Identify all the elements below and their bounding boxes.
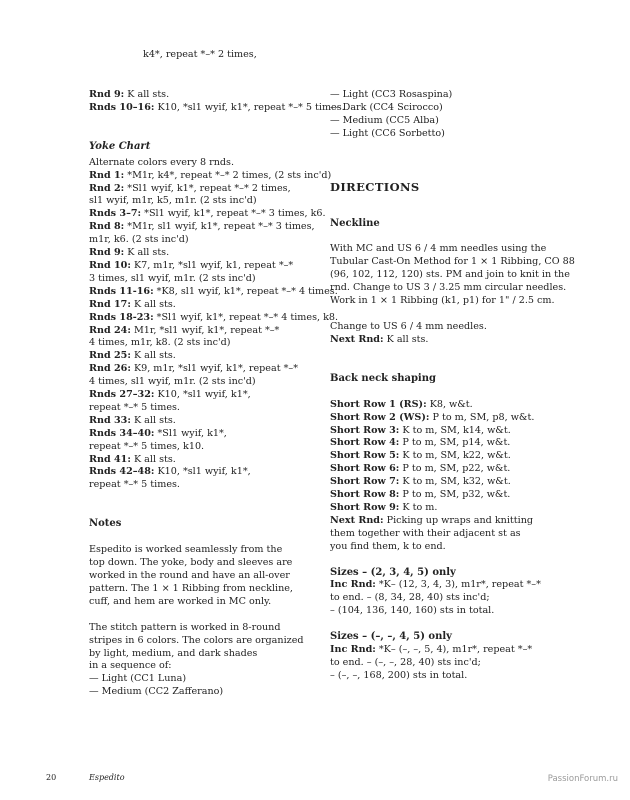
instruction-line — [330, 541, 562, 554]
instruction-line — [89, 299, 324, 312]
instruction-line — [330, 605, 562, 618]
instruction-line — [89, 169, 332, 183]
instruction-label: Rnd 26: — [89, 363, 131, 375]
notes-heading: Notes — [89, 518, 122, 530]
instruction-text: *K8, sl1 wyif, k1*, repeat *–* 4 times. — [153, 285, 338, 297]
instruction-line — [330, 528, 562, 541]
instruction-label: Rnd 1: — [89, 169, 125, 181]
sizes-1-heading: Sizes – (2, 3, 4, 5) only — [330, 566, 456, 578]
text-line: in a sequence of: — [89, 660, 172, 672]
instruction-text: P to m, SM, p8, w&t. — [429, 411, 535, 423]
instruction-line — [330, 463, 562, 476]
instruction-line — [89, 389, 324, 402]
instruction-line — [330, 657, 562, 670]
instruction-label: Rnd 2: — [89, 182, 125, 194]
instruction-line — [330, 476, 562, 489]
instruction-line — [330, 334, 562, 347]
text-line: stripes in 6 colors. The colors are organized — [89, 634, 304, 646]
instruction-line — [330, 670, 562, 683]
instruction-text: *Sl1 wyif, k1*, repeat *–* 3 times, k6. — [141, 208, 326, 220]
yoke-chart-heading: Yoke Chart — [89, 140, 151, 152]
instruction-line — [89, 285, 338, 299]
needle-change — [330, 321, 562, 347]
instruction-line — [330, 579, 562, 592]
instruction-line — [89, 337, 324, 350]
instruction-line — [89, 479, 324, 492]
footer-title: Espedito — [89, 773, 125, 782]
instruction-label: Rnd 8: — [89, 221, 125, 233]
instruction-line — [330, 412, 562, 425]
instruction-text: K all sts. — [130, 414, 176, 426]
text-line: worked in the round and have an all-over — [89, 570, 290, 581]
instruction-text: Alternate colors every 8 rnds. — [89, 156, 235, 168]
instruction-line — [89, 183, 324, 196]
instruction-text: K10, *sl1 wyif, k1*, — [154, 466, 251, 478]
instruction-label: Inc Rnd: — [330, 644, 376, 656]
color-sequence — [330, 89, 562, 141]
neckline-paragraph — [330, 243, 575, 308]
instruction-text: K7, m1r, *sl1 wyif, k1, repeat *–* — [130, 259, 294, 271]
instruction-text: m1r, k6. (2 sts inc'd) — [89, 234, 189, 246]
instruction-label: Short Row 7: — [330, 476, 400, 488]
instruction-text: *M1r, sl1 wyif, k1*, repeat *–* 3 times, — [124, 221, 315, 233]
instruction-line — [330, 515, 562, 528]
instruction-text: K10, *sl1 wyif, k1*, — [154, 389, 251, 401]
instruction-label: Rnd 24: — [89, 324, 131, 336]
instruction-label: Short Row 5: — [330, 450, 400, 462]
instruction-text: 4 times, sl1 wyif, m1r. (2 sts inc'd) — [89, 376, 256, 388]
instruction-line — [330, 489, 562, 502]
instruction-text: *Sl1 wyif, k1*, repeat *–* 4 times, k8. — [153, 311, 339, 323]
instruction-line — [330, 644, 562, 657]
instruction-text: to end. – (8, 34, 28, 40) sts inc'd; — [330, 592, 490, 604]
instruction-line — [89, 234, 324, 247]
instruction-line — [89, 350, 324, 363]
instruction-text: K9, m1r, *sl1 wyif, k1*, repeat *–* — [130, 363, 299, 375]
instruction-label: Rnds 27–32: — [89, 389, 155, 401]
instruction-text: 4 times, m1r, k8. (2 sts inc'd) — [89, 337, 231, 349]
instruction-label: Rnd 9: — [89, 89, 125, 100]
instruction-line — [89, 428, 324, 441]
instruction-line — [89, 454, 324, 467]
instruction-text: K10, *sl1 wyif, k1*, repeat *–* 5 times. — [154, 101, 345, 113]
instruction-label: Next Rnd: — [330, 333, 384, 345]
instruction-text: K all sts. — [124, 247, 170, 259]
instruction-line — [89, 101, 345, 115]
instruction-label: Rnd 9: — [89, 247, 125, 259]
instruction-text: P to m, SM, p22, w&t. — [399, 463, 511, 475]
instruction-label: Rnds 11-16: — [89, 285, 154, 297]
instruction-line — [89, 260, 324, 273]
instruction-label: Inc Rnd: — [330, 579, 376, 591]
instruction-text: K to m, SM, k22, w&t. — [399, 450, 511, 462]
instruction-text: M1r, *sl1 wyif, k1*, repeat *–* — [130, 324, 280, 336]
instruction-line — [89, 89, 324, 102]
text-line: pattern. The 1 × 1 Ribbing from neckline, — [89, 582, 293, 594]
instruction-line — [89, 441, 324, 454]
text-line: Work in 1 × 1 Ribbing (k1, p1) for 1" / 2.5 cm. — [330, 295, 555, 307]
instruction-text: Picking up wraps and knitting — [383, 514, 534, 526]
watermark: PassionForum.ru — [547, 774, 618, 784]
instruction-line — [330, 425, 562, 438]
instruction-text: repeat *–* 5 times. — [89, 401, 180, 413]
instruction-text: K all sts. — [124, 89, 170, 100]
instruction-text: sl1 wyif, m1r, k5, m1r. (2 sts inc'd) — [89, 195, 257, 207]
instruction-line — [89, 325, 324, 338]
instruction-line — [330, 592, 562, 605]
text-line: The stitch pattern is worked in 8-round — [89, 621, 281, 633]
instruction-text: K all sts. — [383, 333, 429, 345]
instruction-text: to end. – (–, –, 28, 40) sts inc'd; — [330, 657, 481, 668]
instruction-line — [330, 437, 562, 450]
instruction-line — [89, 195, 324, 208]
instruction-text: Change to US 6 / 4 mm needles. — [330, 320, 487, 332]
instruction-label: Rnds 34–40: — [89, 427, 155, 439]
instruction-label: Short Row 1 (RS): — [330, 398, 427, 410]
text-line: cuff, and hem are worked in MC only. — [89, 595, 272, 607]
instruction-label: Rnd 41: — [89, 453, 131, 465]
instruction-text: you find them, k to end. — [330, 540, 446, 552]
instruction-label: Rnd 10: — [89, 259, 131, 271]
instruction-text: *K– (12, 3, 4, 3), m1r*, repeat *–* — [375, 579, 541, 591]
instruction-text: P to m, SM, p14, w&t. — [399, 437, 511, 449]
instruction-label: Short Row 8: — [330, 489, 400, 501]
instruction-text: *Sl1 wyif, k1*, repeat *–* 2 times, — [124, 182, 291, 194]
rounds-block — [89, 89, 345, 115]
text-line: — Light (CC3 Rosaspina) — [330, 89, 453, 100]
left-column — [89, 89, 345, 699]
short-rows — [330, 399, 562, 554]
instruction-label: Rnds 3–7: — [89, 208, 142, 220]
text-line: (96, 102, 112, 120) sts. PM and join to knit in the — [330, 269, 570, 281]
back-neck-heading: Back neck shaping — [330, 372, 436, 384]
instruction-line — [89, 208, 324, 221]
instruction-label: Rnd 33: — [89, 414, 131, 426]
instruction-label: Next Rnd: — [330, 514, 384, 526]
instruction-text: K all sts. — [130, 453, 176, 465]
instruction-line — [89, 363, 324, 376]
text-line: With MC and US 6 / 4 mm needles using the — [330, 243, 547, 255]
continued-instruction: k4*, repeat *–* 2 times, — [143, 49, 257, 60]
instruction-text: K all sts. — [130, 298, 176, 310]
instruction-line — [89, 402, 324, 415]
instruction-line — [89, 157, 324, 170]
instruction-label: Rnd 17: — [89, 298, 131, 310]
text-line: top down. The yoke, body and sleeves are — [89, 557, 293, 569]
instruction-label: Rnd 25: — [89, 350, 131, 362]
instruction-line — [330, 502, 562, 515]
instruction-text: K to m, SM, k32, w&t. — [399, 476, 511, 488]
instruction-text: K to m. — [399, 501, 438, 513]
text-line: Tubular Cast-On Method for 1 × 1 Ribbing, CO 88 — [330, 256, 575, 268]
instruction-text: repeat *–* 5 times. — [89, 479, 180, 491]
instruction-label: Short Row 2 (WS): — [330, 411, 430, 423]
text-line: — Medium (CC2 Zafferano) — [89, 686, 224, 698]
instruction-text: K all sts. — [130, 350, 176, 362]
instruction-label: Rnds 42–48: — [89, 466, 155, 478]
instruction-label: Short Row 9: — [330, 501, 400, 513]
instruction-text: K8, w&t. — [426, 398, 473, 410]
sizes-2-heading: Sizes – (–, –, 4, 5) only — [330, 631, 452, 643]
instruction-label: Short Row 3: — [330, 424, 400, 436]
sizes-1-instructions — [330, 579, 562, 618]
instruction-line — [89, 247, 324, 260]
text-line: — Dark (CC4 Scirocco) — [330, 101, 443, 113]
yoke-chart-instructions — [89, 156, 339, 493]
text-line: by light, medium, and dark shades — [89, 647, 258, 659]
instruction-line — [89, 311, 339, 325]
instruction-text: them together with their adjacent st as — [330, 527, 521, 539]
neckline-heading: Neckline — [330, 217, 380, 229]
directions-heading: DIRECTIONS — [330, 179, 420, 194]
instruction-line — [330, 321, 562, 334]
instruction-text: repeat *–* 5 times, k10. — [89, 440, 205, 452]
text-line: Espedito is worked seamlessly from the — [89, 544, 283, 556]
instruction-label: Short Row 6: — [330, 463, 400, 475]
notes-paragraph-2 — [89, 622, 324, 699]
sizes-2-instructions — [330, 644, 562, 683]
instruction-line — [89, 415, 324, 428]
instruction-text: K to m, SM, k14, w&t. — [399, 424, 511, 436]
instruction-label: Rnds 10–16: — [89, 101, 155, 113]
instruction-label: Rnds 18-23: — [89, 311, 154, 323]
text-line: — Light (CC1 Luna) — [89, 673, 187, 685]
text-line: — Medium (CC5 Alba) — [330, 114, 439, 126]
text-line: rnd. Change to US 3 / 3.25 mm circular needles. — [330, 282, 567, 294]
instruction-label: Short Row 4: — [330, 437, 400, 449]
instruction-text: *M1r, k4*, repeat *–* 2 times, (2 sts inc'd) — [124, 169, 332, 181]
notes-paragraph-1 — [89, 544, 324, 609]
instruction-line — [89, 273, 324, 286]
instruction-text: – (104, 136, 140, 160) sts in total. — [330, 605, 495, 617]
instruction-line — [330, 450, 562, 463]
instruction-text: 3 times, sl1 wyif, m1r. (2 sts inc'd) — [89, 272, 256, 284]
instruction-line — [89, 376, 324, 389]
page-number: 20 — [46, 773, 57, 782]
right-column — [330, 89, 575, 683]
instruction-text: *Sl1 wyif, k1*, — [154, 427, 227, 439]
instruction-text: *K– (–, –, 5, 4), m1r*, repeat *–* — [375, 644, 533, 656]
instruction-text: P to m, SM, p32, w&t. — [399, 489, 511, 501]
instruction-text: – (–, –, 168, 200) sts in total. — [330, 669, 468, 681]
instruction-line — [330, 399, 562, 412]
instruction-line — [89, 466, 324, 479]
text-line: — Light (CC6 Sorbetto) — [330, 127, 445, 139]
instruction-line — [89, 221, 324, 234]
